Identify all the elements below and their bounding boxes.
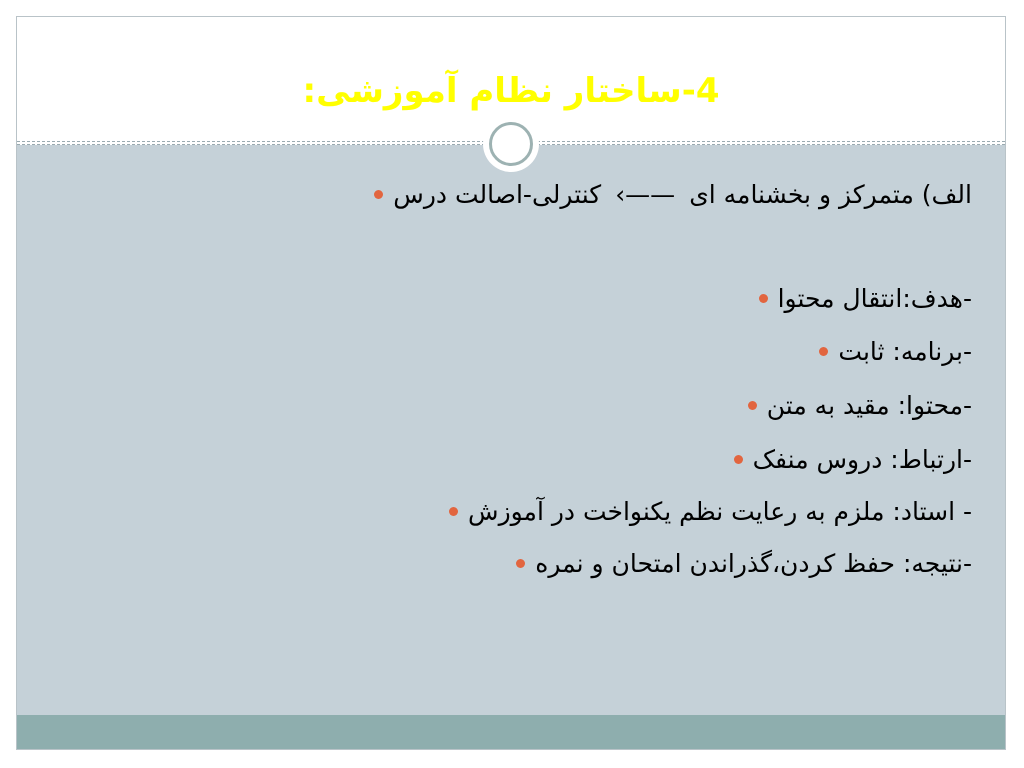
bullet-dot-icon xyxy=(516,559,525,568)
bullet-item xyxy=(734,445,972,474)
bullet-text: -محتوا: مقید به متن xyxy=(766,391,972,420)
bullet-text: -برنامه: ثابت xyxy=(838,337,972,366)
bullet-item xyxy=(516,549,972,578)
bullet-dot-icon xyxy=(819,347,828,356)
bullet-text: - استاد: ملزم به رعایت نظم یکنواخت در آموزش xyxy=(468,497,972,526)
footer-bar xyxy=(17,715,1005,749)
bullet-text: -ارتباط: دروس منفک xyxy=(752,445,972,474)
bullet-dot-icon xyxy=(374,190,383,199)
bullet-text: الف) متمرکز و بخشنامه ای xyxy=(689,180,972,209)
content-area xyxy=(17,145,1005,715)
bullet-item xyxy=(819,337,972,366)
bullet-text: کنترلی-اصالت درس xyxy=(393,180,602,209)
bullet-dot-icon xyxy=(759,294,768,303)
bullet-item xyxy=(449,497,972,526)
bullet-dot-icon xyxy=(449,507,458,516)
circle-ornament-inner xyxy=(489,122,533,166)
arrow-icon: ——› xyxy=(615,180,676,209)
bullet-dot-icon xyxy=(734,455,743,464)
circle-ornament-icon xyxy=(483,116,539,172)
bullet-item xyxy=(374,180,972,209)
bullet-dot-icon xyxy=(748,401,757,410)
bullet-item xyxy=(748,391,972,420)
bullet-item xyxy=(759,284,972,313)
slide-title: 4-ساختار نظام آموزشی: xyxy=(302,71,720,111)
bullet-text: -نتیجه: حفظ کردن،گذراندن امتحان و نمره xyxy=(535,549,972,578)
bullet-text: -هدف:انتقال محتوا xyxy=(777,284,972,313)
